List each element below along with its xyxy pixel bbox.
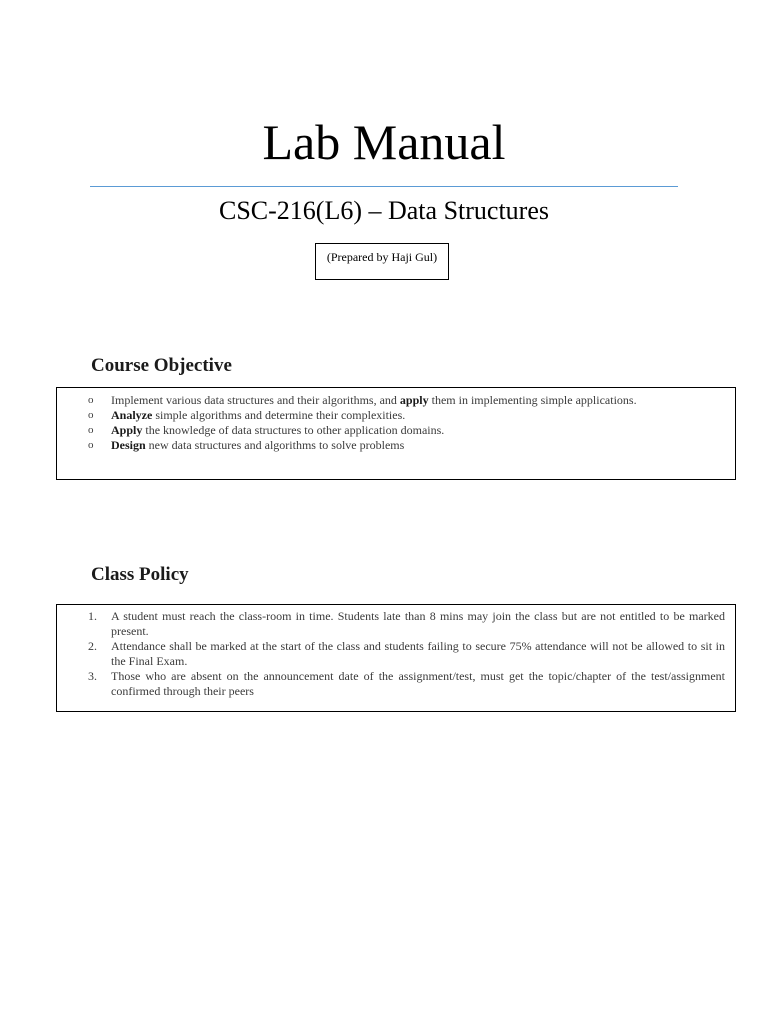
bullet-icon: o <box>88 409 94 421</box>
objective-item-text: simple algorithms and determine their complexities. <box>152 408 406 422</box>
bullet-icon: o <box>88 439 94 451</box>
objective-item <box>57 393 735 408</box>
prepared-by-text: (Prepared by Haji Gul) <box>326 250 438 264</box>
objective-item-text: the knowledge of data structures to other application domains. <box>142 423 445 437</box>
bullet-icon: o <box>88 394 94 406</box>
course-subtitle: CSC-216(L6) – Data Structures <box>218 196 549 225</box>
bullet-icon: o <box>88 424 94 436</box>
objective-item-text: Implement various data structures and their algorithms, and <box>111 393 400 407</box>
objective-item-text: new data structures and algorithms to solve problems <box>145 438 405 452</box>
prepared-by-box <box>315 243 449 280</box>
policy-item <box>57 609 735 639</box>
policy-item-text: A student must reach the class-room in time. Students late than 8 mins may join the class but are not entitled to be marked present. <box>111 609 725 638</box>
policy-item-number: 2. <box>88 639 97 653</box>
document-title: Lab Manual <box>262 114 506 170</box>
policy-item-number: 3. <box>88 669 97 683</box>
class-policy-heading: Class Policy <box>91 564 189 585</box>
objective-item-bold: Apply <box>111 423 143 437</box>
policy-item-text: Those who are absent on the announcement date of the assignment/test, must get the topic/chapter of the test/assignment confirmed through their peers <box>111 669 725 698</box>
course-objective-box <box>56 387 736 480</box>
objective-item-text-end: them in implementing simple applications. <box>428 393 637 407</box>
title-divider <box>90 186 678 187</box>
objective-item-bold: Design <box>111 438 146 452</box>
policy-item-text: Attendance shall be marked at the start of the class and students failing to secure 75% attendance will not be allowed to sit in the Final Exam. <box>111 639 725 668</box>
policy-item <box>57 669 735 699</box>
course-objective-heading: Course Objective <box>91 355 232 376</box>
objective-item <box>57 408 735 423</box>
objective-item <box>57 438 735 453</box>
objective-item <box>57 423 735 438</box>
objective-item-bold: Analyze <box>111 408 153 422</box>
objective-item-bold-inline: apply <box>399 393 429 407</box>
policy-item-number: 1. <box>88 609 97 623</box>
class-policy-box <box>56 604 736 712</box>
policy-item <box>57 639 735 669</box>
